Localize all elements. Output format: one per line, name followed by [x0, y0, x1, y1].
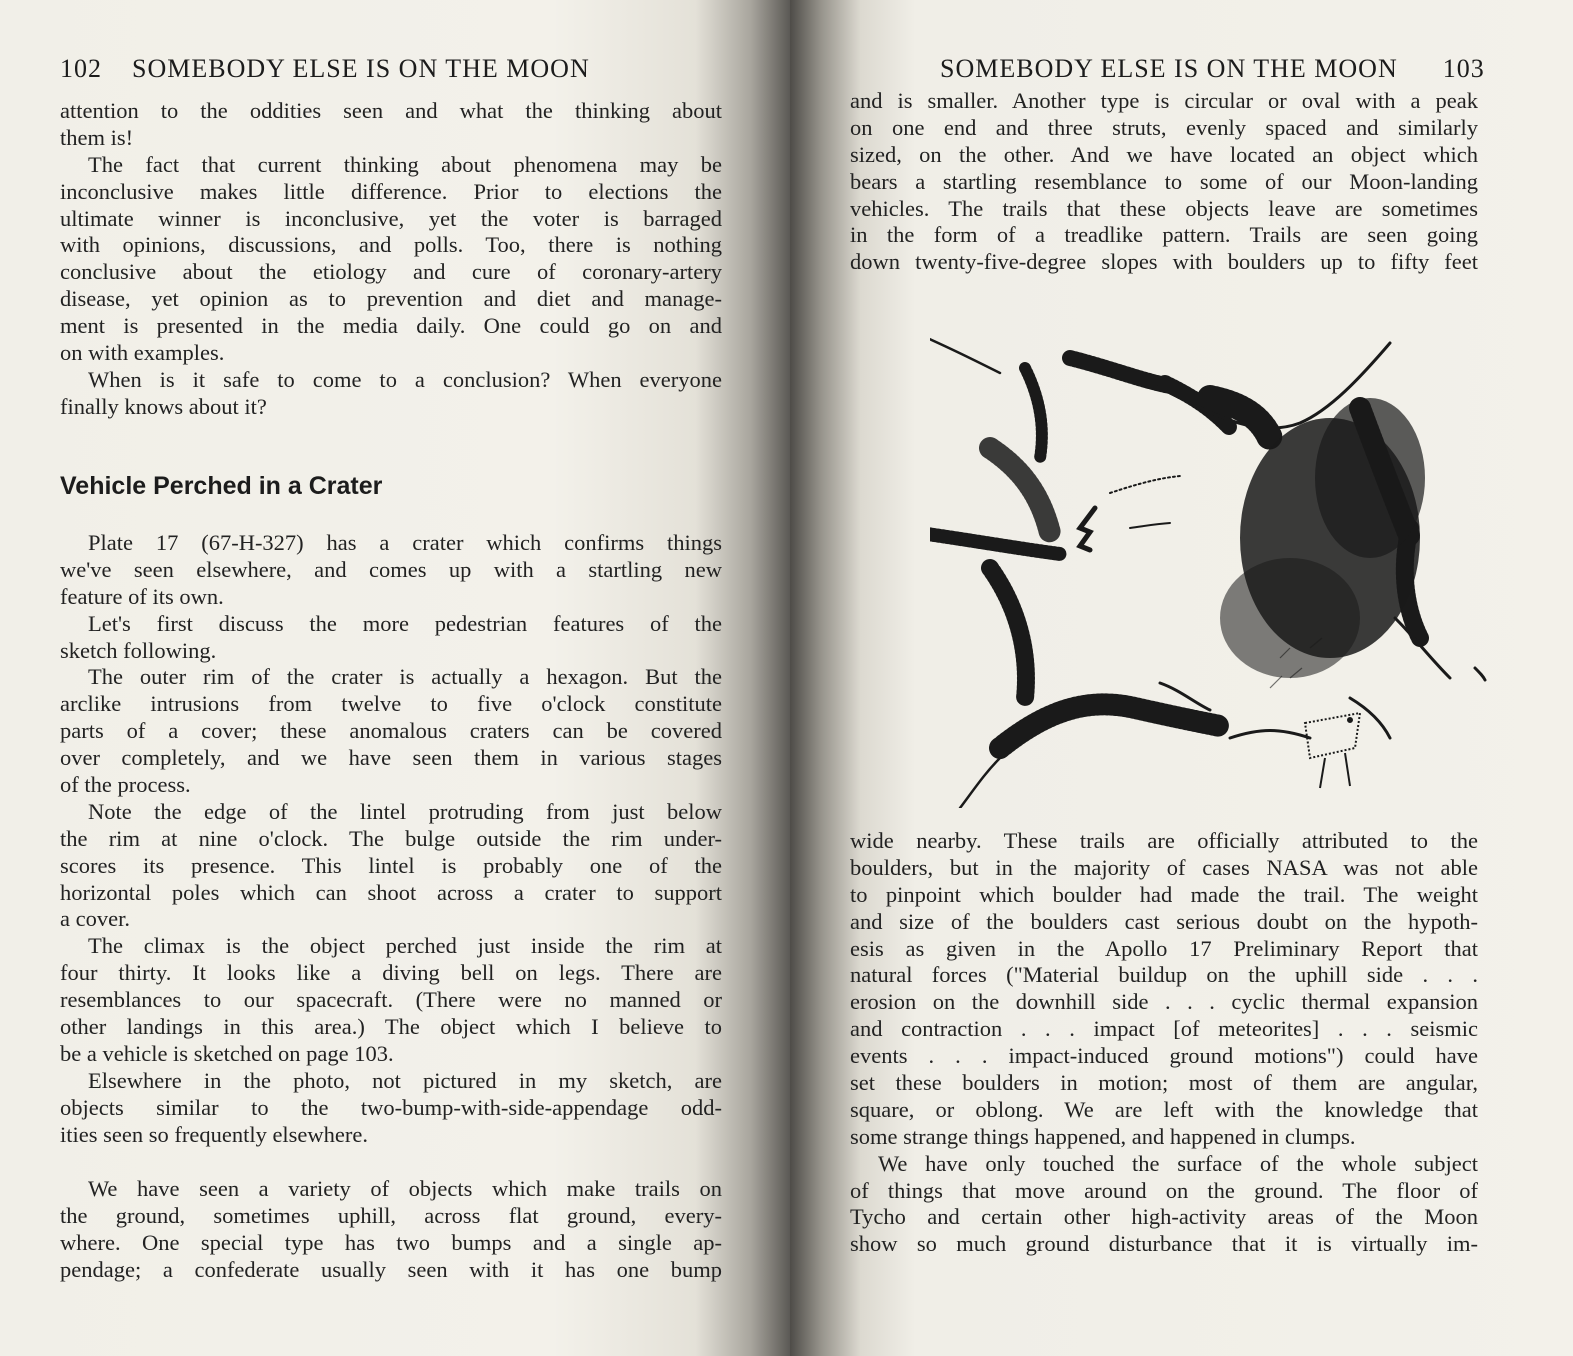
rim-line: [1350, 698, 1390, 738]
text-line: square, or oblong. We are left with the knowledge that: [850, 1096, 1478, 1122]
text-line: objects similar to the two-bump-with-side-appendage odd-: [60, 1094, 722, 1120]
text-line: down twenty-five-degree slopes with boulders up to fifty feet: [850, 249, 1478, 275]
text-line: a cover.: [60, 906, 130, 932]
text-line: ities seen so frequently elsewhere.: [60, 1121, 369, 1147]
text-line: finally knows about it?: [60, 393, 267, 419]
rim-line: [960, 758, 1000, 808]
text-line: erosion on the downhill side . . . cyclic thermal expansion: [850, 989, 1478, 1015]
rim-mark: [1130, 523, 1170, 528]
text-line: scores its presence. This lintel is probably one of the: [60, 852, 722, 878]
text-line: Plate 17 (67-H-327) has a crater which confirms things: [88, 530, 722, 555]
text-line: and contraction . . . impact [of meteorites] . . . seismic: [850, 1016, 1478, 1042]
text-line: Note the edge of the lintel protruding from just below: [88, 798, 722, 824]
text-line: ultimate winner is inconclusive, yet the voter is barraged: [60, 205, 722, 231]
text-line: horizontal poles which can shoot across a crater to support: [60, 879, 722, 905]
text-line: we've seen elsewhere, and comes up with a startling new: [60, 556, 722, 582]
text-line: pendage; a confederate usually seen with it has one bump: [60, 1256, 722, 1282]
text-line: where. One special type has two bumps and a single ap-: [60, 1229, 722, 1255]
text-line: other landings in this area.) The object which I believe to: [60, 1014, 722, 1040]
text-line: The outer rim of the crater is actually a hexagon. But the: [88, 664, 722, 690]
text-line: inconclusive makes little difference. Prior to elections the: [60, 178, 722, 204]
right-top-text: [850, 88, 1478, 276]
text-line: the rim at nine o'clock. The bulge outside the rim under-: [60, 825, 722, 851]
text-line: Elsewhere in the photo, not pictured in my sketch, are: [88, 1067, 722, 1093]
text-line: vehicles. The trails that these objects leave are sometimes: [850, 195, 1478, 221]
text-line: over completely, and we have seen them in various stages: [60, 745, 722, 771]
text-line: ment is presented in the media daily. One could go on and: [60, 313, 722, 339]
right-page: [790, 0, 1573, 1356]
text-line: events . . . impact-induced ground motions") could have: [850, 1043, 1478, 1069]
left-intro-text: [60, 98, 722, 421]
text-line: sized, on the other. And we have located an object which: [850, 141, 1478, 167]
left-running-head-title: SOMEBODY ELSE IS ON THE MOON: [132, 54, 590, 83]
text-line: some strange things happened, and happened in clumps.: [850, 1123, 1356, 1149]
left-page-number: 102: [60, 54, 102, 83]
text-line: parts of a cover; these anomalous craters can be covered: [60, 718, 722, 744]
text-line: and size of the boulders cast serious doubt on the hypoth-: [850, 908, 1478, 934]
rim-line: [1230, 731, 1310, 739]
right-running-head: [940, 54, 1485, 84]
text-line: Let's first discuss the more pedestrian features of the: [88, 610, 722, 636]
text-line: in the form of a treadlike pattern. Trails are seen going: [850, 222, 1478, 248]
rim-hatch: [1070, 358, 1170, 386]
text-line: The climax is the object perched just inside the rim at: [88, 933, 722, 959]
vehicle: [1305, 713, 1360, 788]
text-line: wide nearby. These trails are officially attributed to the: [850, 828, 1478, 853]
text-line: sketch following.: [60, 637, 217, 663]
text-line: Tycho and certain other high-activity areas of the Moon: [850, 1204, 1478, 1230]
rim-line: [1475, 668, 1485, 680]
right-page-number: 103: [1442, 54, 1485, 83]
text-line: resemblances to our spacecraft. (There were no manned or: [60, 987, 722, 1013]
section-heading: Vehicle Perched in a Crater: [60, 472, 383, 500]
text-line: boulders, but in the majority of cases NASA was not able: [850, 854, 1478, 880]
text-line: We have only touched the surface of the whole subject: [878, 1150, 1478, 1176]
text-line: natural forces ("Material buildup on the uphill side . . .: [850, 962, 1478, 988]
text-line: on with examples.: [60, 340, 225, 366]
right-bottom-text: [850, 828, 1478, 1258]
text-line: four thirty. It looks like a diving bell on legs. There are: [60, 960, 722, 986]
text-line: show so much ground disturbance that it is virtually im-: [850, 1231, 1478, 1257]
text-line: When is it safe to come to a conclusion? When everyone: [88, 366, 722, 392]
text-line: esis as given in the Apollo 17 Preliminary Report that: [850, 935, 1478, 961]
text-line: disease, yet opinion as to prevention and diet and manage-: [60, 286, 722, 312]
text-line: of things that move around on the ground. The floor of: [850, 1177, 1478, 1203]
lintel-edge: [1110, 476, 1180, 493]
text-line: on one end and three struts, evenly spaced and similarly: [850, 114, 1478, 140]
text-line: We have seen a variety of objects which make trails on: [88, 1176, 722, 1201]
text-line: set these boulders in motion; most of them are angular,: [850, 1070, 1478, 1096]
text-line: conclusive about the etiology and cure of coronary-artery: [60, 259, 722, 285]
crater-shadow: [1315, 398, 1425, 558]
text-line: them is!: [60, 124, 134, 150]
text-line: the ground, sometimes uphill, across flat ground, every-: [60, 1202, 722, 1228]
text-line: bears a startling resemblance to some of our Moon-landing: [850, 168, 1478, 194]
rim-hatch: [990, 568, 1026, 698]
text-line: arclike intrusions from twelve to five o'clock constitute: [60, 691, 722, 717]
right-running-head-title: SOMEBODY ELSE IS ON THE MOON: [940, 54, 1398, 83]
text-line: feature of its own.: [60, 583, 224, 609]
lintel: [1080, 508, 1095, 550]
rim-line: [930, 328, 1000, 373]
left-section-text: [60, 530, 722, 1148]
text-line: be a vehicle is sketched on page 103.: [60, 1040, 394, 1066]
rim-hatch: [1025, 368, 1042, 458]
text-line: attention to the oddities seen and what the thinking about: [60, 98, 722, 123]
text-line: The fact that current thinking about phenomena may be: [88, 151, 722, 177]
crater-sketch: [930, 318, 1490, 808]
rim-hatch: [1000, 704, 1220, 748]
text-line: of the process.: [60, 772, 191, 798]
crater-shadow: [1220, 558, 1360, 678]
text-line: to pinpoint which boulder had made the trail. The weight: [850, 881, 1478, 907]
left-closing-text: [60, 1176, 722, 1284]
left-running-head: [60, 54, 590, 84]
text-line: and is smaller. Another type is circular or oval with a peak: [850, 88, 1478, 113]
text-line: with opinions, discussions, and polls. Too, there is nothing: [60, 232, 722, 258]
